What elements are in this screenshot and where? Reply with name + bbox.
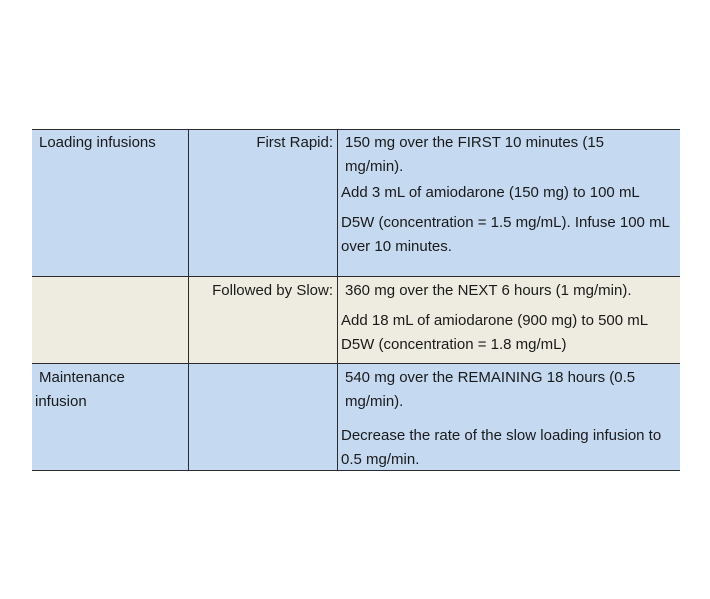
instruction-cell bbox=[337, 277, 680, 363]
row-label-cell bbox=[32, 364, 188, 470]
instruction-cell bbox=[337, 130, 680, 276]
row-label-cell bbox=[32, 277, 188, 363]
phase-cell bbox=[188, 277, 337, 363]
instruction-line: D5W (concentration = 1.5 mg/mL). Infuse 100 mL over 10 minutes. bbox=[341, 214, 670, 255]
instruction-line: 150 mg over the FIRST 10 minutes (15 mg/min). bbox=[345, 134, 605, 175]
instruction-line: Decrease the rate of the slow loading infusion to 0.5 mg/min. bbox=[341, 427, 662, 468]
instruction-line: 540 mg over the REMAINING 18 hours (0.5 mg/min). bbox=[345, 369, 636, 410]
row-label: Loading infusions bbox=[39, 134, 156, 151]
instruction-line: Add 3 mL of amiodarone (150 mg) to 100 mL bbox=[341, 184, 640, 201]
row-label-cell bbox=[32, 130, 188, 276]
table-row-loading bbox=[32, 130, 680, 277]
phase-label: First Rapid: bbox=[256, 134, 333, 151]
phase-label: Followed by Slow: bbox=[212, 282, 333, 299]
table-row-slow bbox=[32, 277, 680, 364]
instruction-line: Add 18 mL of amiodarone (900 mg) to 500 mL D5W (concentration = 1.8 mg/mL) bbox=[341, 312, 648, 353]
phase-cell bbox=[188, 130, 337, 276]
row-label: Maintenance infusion bbox=[35, 369, 125, 410]
instruction-line: 360 mg over the NEXT 6 hours (1 mg/min). bbox=[345, 282, 632, 299]
table-row-maintenance bbox=[32, 364, 680, 470]
amiodarone-infusion-table bbox=[32, 129, 680, 471]
phase-cell bbox=[188, 364, 337, 470]
instruction-cell bbox=[337, 364, 680, 470]
